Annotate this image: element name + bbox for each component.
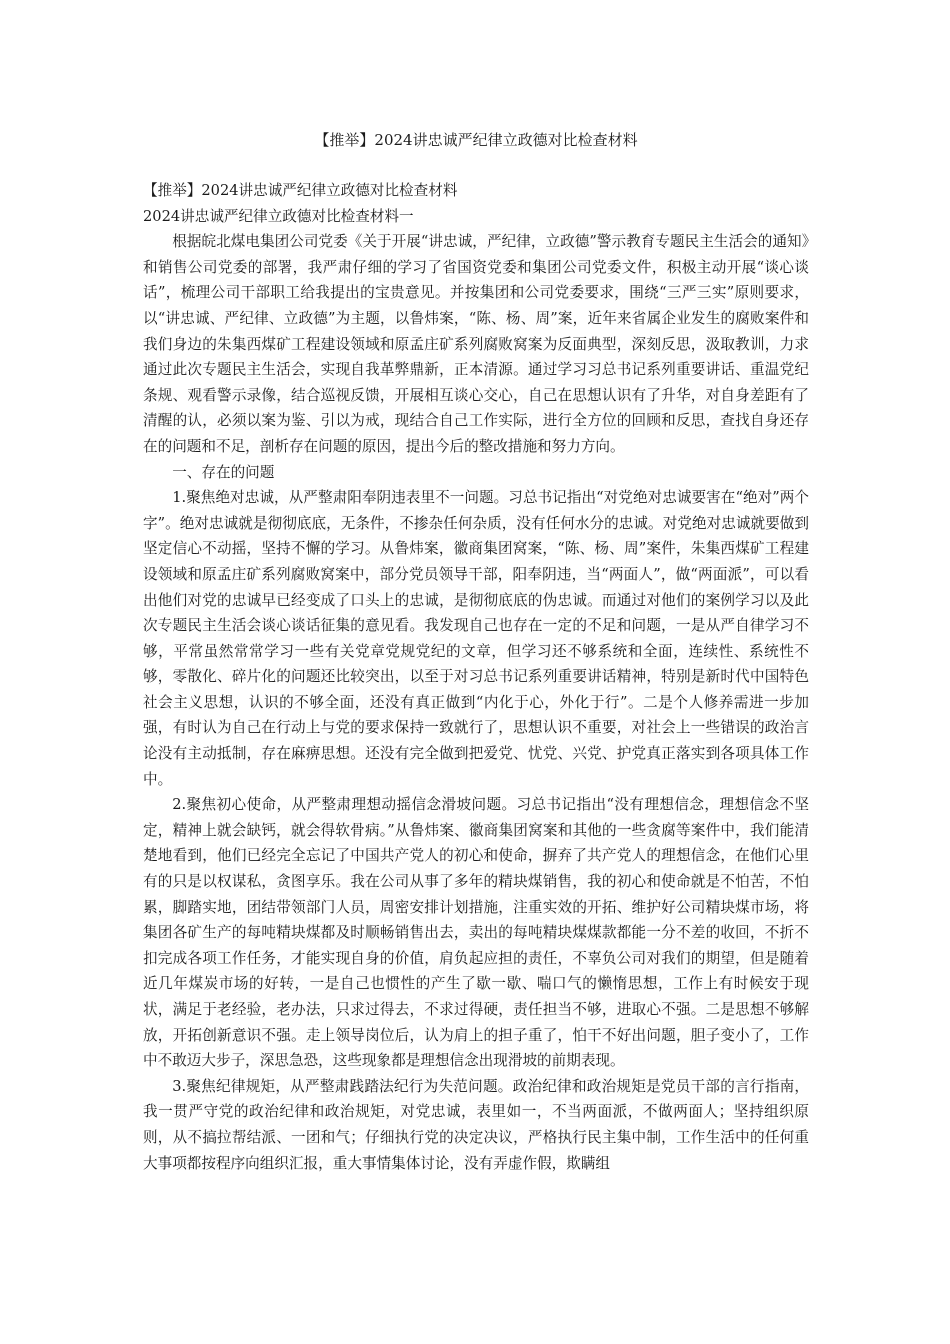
- section-heading: 一、存在的问题: [172, 463, 275, 481]
- paragraph-loyalty: 1.聚焦绝对忠诚，从严整肃阳奉阴违表里不一问题。习总书记指出“对党绝对忠诚要害在“绝对”两个字”。绝对忠诚就是彻彻底底，无条件，不掺杂任何杂质，没有任何水分的忠诚。对党绝对忠诚就要做到坚定信心不动摇，坚持不懈的学习。从鲁炜案，徽商集团窝案，“陈、杨、周”案件，朱集西煤矿工程建设领域和原孟庄矿系列腐败窝案中，部分党员领导干部，阳奉阴违，当“两面人”，做“两面派”，可以看出他们对党的忠诚早已经变成了口头上的忠诚，是彻彻底底的伪忠诚。而通过对他们的案例学习以及此次专题民主生活会谈心谈话征集的意见看。我发现自己也存在一定的不足和问题，一是从严自律学习不够，平常虽然常常学习一些有关党章党规党纪的文章，但学习还不够系统和全面，连续性、系统性不够，零散化、碎片化的问题还比较突出，以至于对习总书记系列重要讲话精神，特别是新时代中国特色社会主义思想，认识的不够全面，还没有真正做到“内化于心，外化于行”。二是个人修养需进一步加强，有时认为自己在行动上与党的要求保持一致就行了，思想认识不重要，对社会上一些错误的政治言论没有主动抵制，存在麻痹思想。还没有完全做到把爱党、忧党、兴党、护党真正落实到各项具体工作中。: [143, 489, 809, 788]
- document-section-title: 2024讲忠诚严纪律立政德对比检查材料一: [143, 207, 414, 225]
- intro-paragraph: 根据皖北煤电集团公司党委《关于开展“讲忠诚，严纪律，立政德”警示教育专题民主生活会的通知》和销售公司党委的部署，我严肃仔细的学习了省国资党委和集团公司党委文件，积极主动开展“谈心谈话”，梳理公司干部职工给我提出的宝贵意见。并按集团和公司党委要求，围绕“三严三实”原则要求，以“讲忠诚、严纪律、立政德”为主题，以鲁炜案，“陈、杨、周”案，近年来省属企业发生的腐败案件和我们身边的朱集西煤矿工程建设领域和原孟庄矿系列腐败窝案为反面典型，深刻反思，汲取教训，力求通过此次专题民主生活会，实现自我革弊鼎新，正本清源。通过学习习总书记系列重要讲话、重温党纪条规、观看警示录像，结合巡视反馈，开展相互谈心交心，自己在思想认识有了升华，对自身差距有了清醒的认，必须以案为鉴、引以为戒，现结合自己工作实际，进行全方位的回顾和反思，查找自身还存在的问题和不足，剖析存在问题的原因，提出今后的整改措施和努力方向。: [143, 233, 809, 455]
- document-subtitle: 【推举】2024讲忠诚严纪律立政德对比检查材料: [143, 182, 458, 199]
- document-body: [143, 178, 809, 1176]
- document-title: 【推举】2024讲忠诚严纪律立政德对比检查材料: [314, 131, 638, 149]
- paragraph-mission: 2.聚焦初心使命，从严整肃理想动摇信念滑坡问题。习总书记指出“没有理想信念，理想信念不坚定，精神上就会缺钙，就会得软骨病。”从鲁炜案、徽商集团窝案和其他的一些贪腐等案件中，我们能清楚地看到，他们已经完全忘记了中国共产党人的初心和使命，摒弃了共产党人的理想信念，在他们心里有的只是以权谋私，贪图享乐。我在公司从事了多年的精块煤销售，我的初心和使命就是不怕苦，不怕累，脚踏实地，团结带领部门人员，周密安排计划措施，注重实效的开拓、维护好公司精块煤市场，将集团各矿生产的每吨精块煤都及时顺畅销售出去，卖出的每吨精块煤煤款都能一分不差的收回，不折不扣完成各项工作任务，才能实现自身的价值，肩负起应担的责任，不辜负公司对我们的期望，但是随着近几年煤炭市场的好转，一是自己也惯性的产生了歇一歇、喘口气的懒惰思想，工作上有时候安于现状，满足于老经验，老办法，只求过得去，不求过得硬，责任担当不够，进取心不强。二是思想不够解放，开拓创新意识不强。走上领导岗位后，认为肩上的担子重了，怕干不好出问题，胆子变小了，工作中不敢迈大步子，深思急恐，这些现象都是理想信念出现滑坡的前期表现。: [143, 796, 809, 1070]
- paragraph-discipline: 3.聚焦纪律规矩，从严整肃践踏法纪行为失范问题。政治纪律和政治规矩是党员干部的言行指南，我一贯严守党的政治纪律和政治规矩，对党忠诚，表里如一，不当两面派，不做两面人；坚持组织原则，从不搞拉帮结派、一团和气；仔细执行党的决定决议，严格执行民主集中制，工作生活中的任何重大事项都按程序向组织汇报，重大事情集体讨论，没有弄虚作假，欺瞒组: [143, 1077, 809, 1172]
